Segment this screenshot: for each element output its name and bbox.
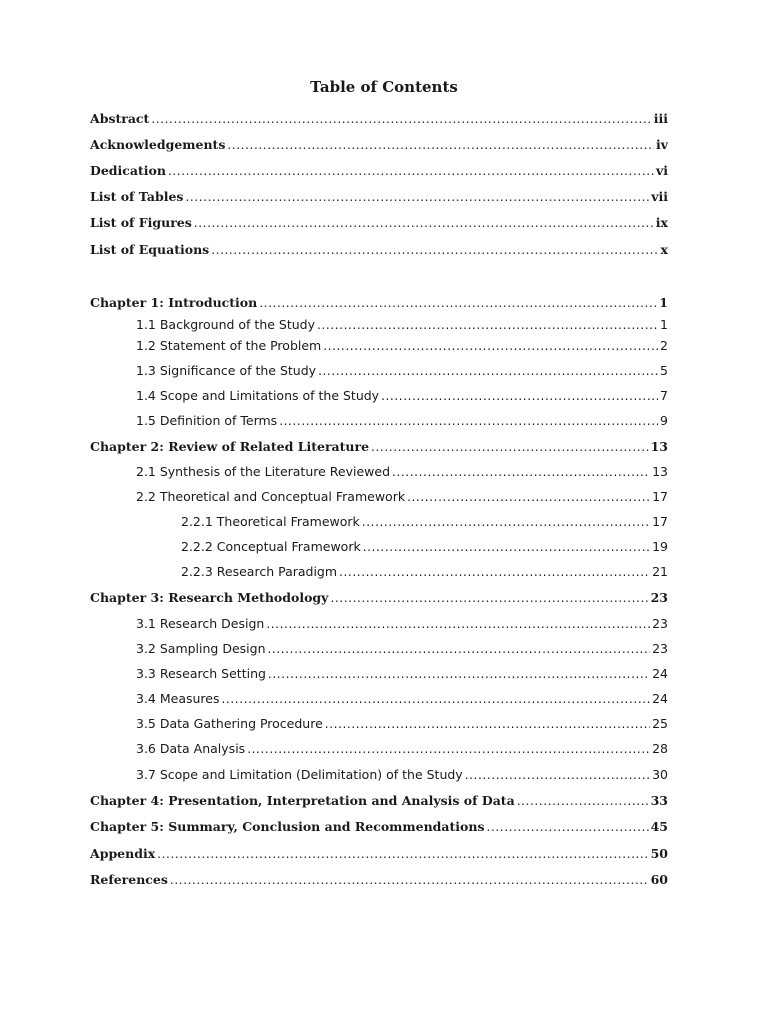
dot-leader [323, 336, 658, 356]
toc-entry-chapter-4[interactable] [90, 791, 668, 811]
toc-entry-label: Chapter 4: Presentation, Interpretation and Analysis of Data [90, 793, 515, 808]
dot-leader [170, 870, 649, 890]
toc-entry-label: 2.2.1 Theoretical Framework [181, 514, 360, 529]
dot-leader [151, 109, 651, 129]
dot-leader [392, 462, 650, 482]
toc-entry-label: Chapter 2: Review of Related Literature [90, 439, 370, 454]
toc-entry-label: 2.2.2 Conceptual Framework [181, 539, 361, 554]
toc-entry-label: 1.3 Significance of the Study [136, 363, 317, 378]
toc-entry-page: 13 [652, 464, 668, 479]
toc-entry-3-2[interactable] [136, 639, 668, 659]
toc-entry-page: vii [651, 189, 668, 204]
dot-leader [465, 765, 650, 785]
toc-entry-label: 3.6 Data Analysis [136, 741, 246, 756]
toc-entry-label: 2.2.3 Research Paradigm [181, 564, 338, 579]
toc-entry-page: 23 [652, 616, 668, 631]
toc-entry-2-2-2[interactable] [181, 537, 668, 557]
toc-entry-page: 17 [652, 514, 668, 529]
dot-leader [362, 512, 650, 532]
dot-leader [211, 240, 658, 260]
dot-leader [247, 739, 650, 759]
dot-leader [268, 664, 650, 684]
toc-entry-label: Chapter 3: Research Methodology [90, 590, 329, 605]
toc-entry-page: 24 [652, 691, 668, 706]
toc-entry-1-2[interactable] [136, 336, 668, 356]
toc-entry-label: 3.3 Research Setting [136, 666, 266, 681]
toc-entry-label: 1.1 Background of the Study [136, 317, 315, 332]
toc-entry-1-1[interactable] [136, 315, 668, 335]
dot-leader [168, 161, 654, 181]
dot-leader [407, 487, 650, 507]
toc-entry-2-2-1[interactable] [181, 512, 668, 532]
toc-entry-list-of-equations[interactable] [90, 240, 668, 260]
toc-entry-appendix[interactable] [90, 844, 668, 864]
dot-leader [325, 714, 650, 734]
toc-entry-3-6[interactable] [136, 739, 668, 759]
toc-entry-page: 17 [652, 489, 668, 504]
toc-entry-label: 1.4 Scope and Limitations of the Study [136, 388, 380, 403]
dot-leader [371, 437, 649, 457]
toc-entry-label: List of Figures [90, 215, 192, 230]
toc-entry-page: 50 [650, 846, 668, 861]
toc-entry-page: 33 [650, 793, 668, 808]
toc-entry-label: 3.2 Sampling Design [136, 641, 266, 656]
toc-entry-chapter-3[interactable] [90, 588, 668, 608]
toc-entry-page: 1 [659, 295, 668, 310]
toc-entry-page: 28 [652, 741, 668, 756]
toc-entry-page: 7 [660, 388, 668, 403]
toc-entry-page: 25 [652, 716, 668, 731]
toc-entry-2-2[interactable] [136, 487, 668, 507]
toc-entry-dedication[interactable] [90, 161, 668, 181]
dot-leader [279, 411, 658, 431]
page-title: Table of Contents [310, 78, 458, 96]
toc-entry-page: 23 [650, 590, 668, 605]
dot-leader [157, 844, 648, 864]
toc-entry-page: 2 [660, 338, 668, 353]
toc-entry-page: x [660, 242, 668, 257]
toc-entry-1-4[interactable] [136, 386, 668, 406]
dot-leader [185, 187, 649, 207]
toc-entry-label: Chapter 5: Summary, Conclusion and Recommendations [90, 819, 485, 834]
toc-entry-3-4[interactable] [136, 689, 668, 709]
toc-entry-page: 60 [650, 872, 668, 887]
toc-entry-label: 1.5 Definition of Terms [136, 413, 278, 428]
dot-leader [227, 135, 654, 155]
toc-entry-label: Acknowledgements [90, 137, 226, 152]
toc-entry-page: iv [655, 137, 668, 152]
dot-leader [330, 588, 648, 608]
toc-entry-page: 24 [652, 666, 668, 681]
dot-leader [194, 213, 654, 233]
toc-entry-label: 3.1 Research Design [136, 616, 265, 631]
toc-entry-page: 23 [652, 641, 668, 656]
toc-entry-label: Dedication [90, 163, 166, 178]
toc-entry-page: ix [655, 215, 668, 230]
toc-entry-3-5[interactable] [136, 714, 668, 734]
toc-entry-page: 45 [650, 819, 668, 834]
toc-entry-label: List of Equations [90, 242, 210, 257]
toc-entry-references[interactable] [90, 870, 668, 890]
dot-leader [487, 817, 649, 837]
toc-entry-label: Abstract [90, 111, 150, 126]
toc-entry-3-7[interactable] [136, 765, 668, 785]
toc-entry-page: 1 [660, 317, 668, 332]
toc-entry-3-1[interactable] [136, 614, 668, 634]
toc-entry-label: 3.7 Scope and Limitation (Delimitation) of the Study [136, 767, 463, 782]
dot-leader [268, 639, 651, 659]
dot-leader [317, 315, 658, 335]
toc-entry-3-3[interactable] [136, 664, 668, 684]
toc-entry-chapter-5[interactable] [90, 817, 668, 837]
toc-entry-label: Chapter 1: Introduction [90, 295, 258, 310]
toc-entry-1-3[interactable] [136, 361, 668, 381]
dot-leader [517, 791, 649, 811]
dot-leader [266, 614, 650, 634]
toc-entry-list-of-figures[interactable] [90, 213, 668, 233]
toc-entry-2-2-3[interactable] [181, 562, 668, 582]
toc-entry-1-5[interactable] [136, 411, 668, 431]
toc-entry-2-1[interactable] [136, 462, 668, 482]
dot-leader [222, 689, 651, 709]
toc-entry-chapter-1[interactable] [90, 293, 668, 313]
toc-entry-page: 30 [652, 767, 668, 782]
toc-entry-page: iii [653, 111, 668, 126]
toc-entry-label: 3.5 Data Gathering Procedure [136, 716, 323, 731]
toc-entry-label: 2.2 Theoretical and Conceptual Framework [136, 489, 406, 504]
toc-entry-label: 2.1 Synthesis of the Literature Reviewed [136, 464, 391, 479]
toc-entry-page: vi [655, 163, 668, 178]
dot-leader [381, 386, 658, 406]
toc-entry-label: List of Tables [90, 189, 184, 204]
dot-leader [318, 361, 658, 381]
toc-entry-label: Appendix [90, 846, 156, 861]
dot-leader [339, 562, 650, 582]
toc-entry-page: 19 [652, 539, 668, 554]
toc-entry-label: 3.4 Measures [136, 691, 220, 706]
toc-entry-label: 1.2 Statement of the Problem [136, 338, 322, 353]
toc-entry-acknowledgements[interactable] [90, 135, 668, 155]
toc-entry-label: References [90, 872, 168, 887]
toc-entry-page: 5 [660, 363, 668, 378]
toc-entry-page: 9 [660, 413, 668, 428]
dot-leader [259, 293, 657, 313]
toc-entry-page: 13 [650, 439, 668, 454]
toc-entry-chapter-2[interactable] [90, 437, 668, 457]
toc-entry-abstract[interactable] [90, 109, 668, 129]
toc-entry-page: 21 [652, 564, 668, 579]
toc-entry-list-of-tables[interactable] [90, 187, 668, 207]
dot-leader [363, 537, 650, 557]
